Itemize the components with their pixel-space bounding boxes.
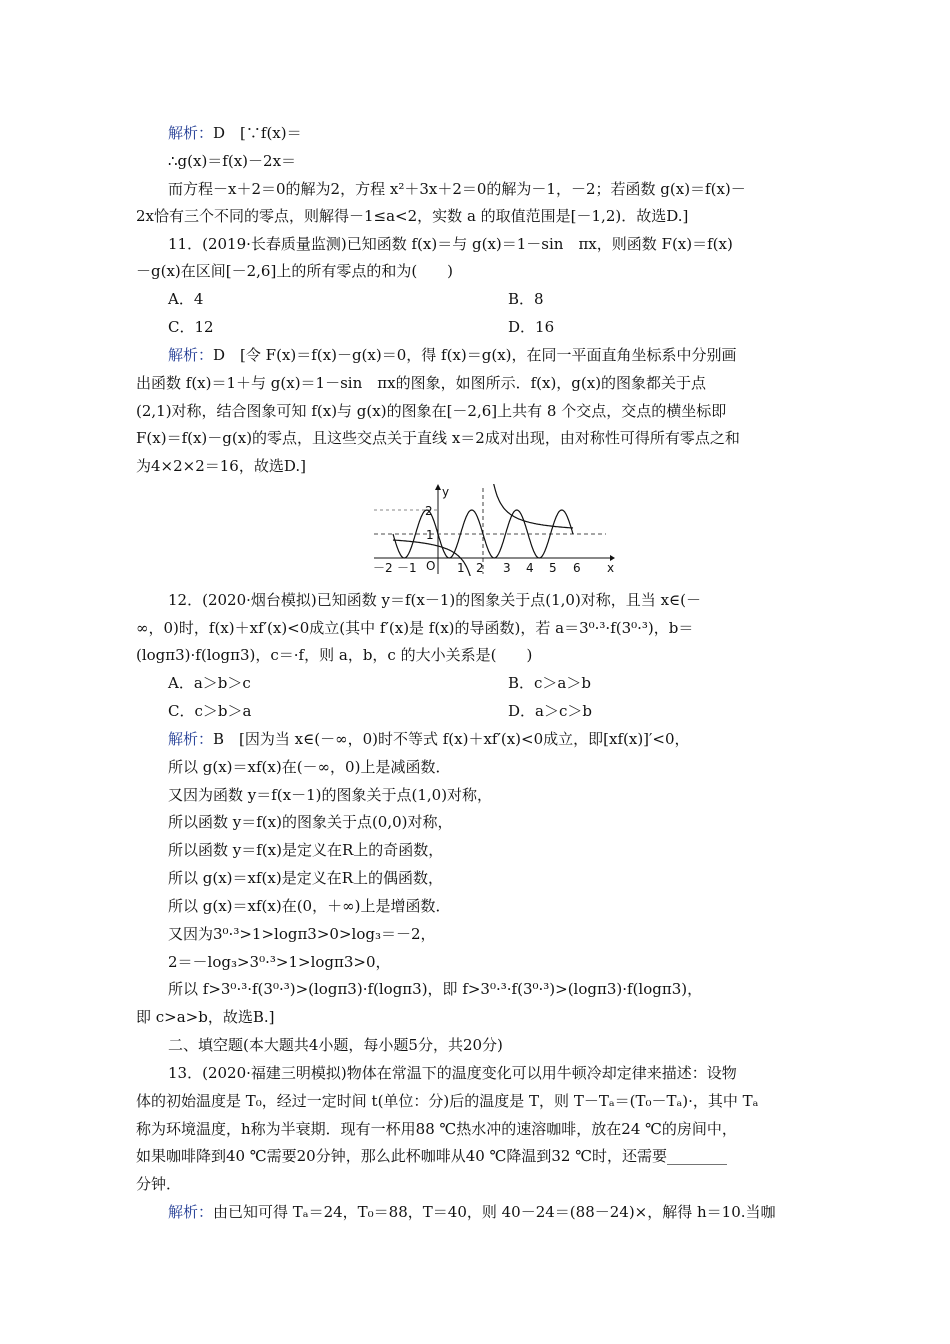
origin-label: O xyxy=(426,559,436,573)
q12-solution-line9: 2＝－log₃>3⁰·³>1>logπ3>0， xyxy=(168,953,391,971)
q12-option-d: D．a＞c＞b xyxy=(508,702,592,720)
function-graph-svg xyxy=(370,484,615,576)
section-heading-fill-in: 二、填空题(本大题共4小题，每小题5分，共20分) xyxy=(168,1036,503,1054)
x-tick-1: 1 xyxy=(457,561,465,575)
q10-solution-line3: 而方程－x＋2＝0的解为2，方程 x²＋3x＋2＝0的解为－1，－2；若函数 g(x)＝f(x)－ xyxy=(168,180,746,198)
q10-solution-line2: ∴g(x)＝f(x)－2x＝ xyxy=(168,152,297,170)
x-tick-5: 5 xyxy=(549,561,557,575)
solution-label: 解析： xyxy=(168,346,214,364)
q13-stem-line2: 体的初始温度是 T₀，经过一定时间 t(单位：分)后的温度是 T，则 T－Tₐ＝(T₀－Tₐ)·，其中 Tₐ xyxy=(136,1092,759,1110)
q13-stem-line5: 分钟． xyxy=(136,1175,182,1193)
q12-solution-line11: 即 c>a>b，故选B.] xyxy=(136,1008,275,1026)
x-tick--1: －1 xyxy=(397,561,417,575)
x-tick-3: 3 xyxy=(503,561,511,575)
q12-solution-line2: 所以 g(x)＝xf(x)在(－∞，0)上是减函数． xyxy=(168,758,451,776)
q13-stem-line1: 13．(2020·福建三明模拟)物体在常温下的温度变化可以用牛顿冷却定律来描述：设物 xyxy=(168,1064,737,1082)
q13-stem-line4: 如果咖啡降到40 ℃需要20分钟，那么此杯咖啡从40 ℃降温到32 ℃时，还需要________ xyxy=(136,1147,727,1165)
q11-solution-line3: (2,1)对称，结合图象可知 f(x)与 g(x)的图象在[－2,6]上共有 8 个交点，交点的横坐标即 xyxy=(136,402,727,420)
q12-solution-line3: 又因为函数 y＝f(x－1)的图象关于点(1,0)对称， xyxy=(168,786,493,804)
q12-option-c: C．c＞b＞a xyxy=(168,702,252,720)
y-tick-2: 2 xyxy=(425,504,433,518)
q12-solution-line10: 所以 f>3⁰·³·f(3⁰·³)>(logπ3)·f(logπ3)，即 f>3⁰·³·f(3⁰·³)>(logπ3)·f(logπ3)， xyxy=(168,980,703,998)
solution-label: 解析： xyxy=(168,124,214,142)
solution-label: 解析： xyxy=(168,730,214,748)
function-graph-figure xyxy=(370,484,615,576)
f-curve-right xyxy=(491,484,573,528)
q12-solution-line6: 所以 g(x)＝xf(x)是定义在R上的偶函数， xyxy=(168,869,444,887)
q11-solution-line2: 出函数 f(x)＝1＋与 g(x)＝1－sin πx的图象，如图所示．f(x)，g(x)的图象都关于点 xyxy=(136,374,707,392)
q12-stem-line2: ∞，0)时，f(x)＋xf′(x)<0成立(其中 f′(x)是 f(x)的导函数)，若 a＝3⁰·³·f(3⁰·³)，b＝ xyxy=(136,619,694,637)
q11-option-a: A．4 xyxy=(168,290,204,308)
x-tick-2: 2 xyxy=(476,561,484,575)
q12-solution-line5: 所以函数 y＝f(x)是定义在R上的奇函数， xyxy=(168,841,444,859)
q11-solution-line1: 解析：D [令 F(x)＝f(x)－g(x)＝0，得 f(x)＝g(x)，在同一平面直角坐标系中分别画 xyxy=(168,346,737,364)
y-axis-arrow xyxy=(435,484,441,490)
x-tick-6: 6 xyxy=(573,561,581,575)
q13-stem-line3: 称为环境温度，h称为半衰期．现有一杯用88 ℃热水冲的速溶咖啡，放在24 ℃的房间中， xyxy=(136,1120,737,1138)
q11-option-b: B．8 xyxy=(508,290,544,308)
q11-solution-line5: 为4×2×2＝16，故选D.] xyxy=(136,457,306,475)
x-tick-4: 4 xyxy=(526,561,534,575)
q11-stem-line2: －g(x)在区间[－2,6]上的所有零点的和为( ) xyxy=(136,262,454,280)
x-tick--2: －2 xyxy=(373,561,393,575)
q11-solution-line4: F(x)＝f(x)－g(x)的零点，且这些交点关于直线 x＝2成对出现，由对称性可得所有零点之和 xyxy=(136,429,740,447)
q11-stem-line1: 11．(2019·长春质量监测)已知函数 f(x)＝与 g(x)＝1－sin πx，则函数 F(x)＝f(x) xyxy=(168,235,733,253)
q12-solution-line8: 又因为3⁰·³>1>logπ3>0>log₃＝－2， xyxy=(168,925,436,943)
q11-option-d: D．16 xyxy=(508,318,555,336)
y-axis-label: y xyxy=(442,485,450,499)
q12-stem-line3: (logπ3)·f(logπ3)，c＝·f，则 a，b，c 的大小关系是( ) xyxy=(136,646,533,664)
q12-solution-line7: 所以 g(x)＝xf(x)在(0，＋∞)上是增函数． xyxy=(168,897,451,915)
q13-solution-line1: 解析：由已知可得 Tₐ＝24，T₀＝88，T＝40，则 40－24＝(88－24)×，解得 h＝10.当咖 xyxy=(168,1203,776,1221)
q10-solution-line1: 解析：D [∵f(x)＝ xyxy=(168,124,302,142)
q12-solution-line4: 所以函数 y＝f(x)的图象关于点(0,0)对称， xyxy=(168,813,453,831)
q10-solution-line4: 2x恰有三个不同的零点，则解得－1≤a<2，实数 a 的取值范围是[－1,2)．故选D.] xyxy=(136,207,689,225)
q12-option-b: B．c＞a＞b xyxy=(508,674,591,692)
y-tick-1: 1 xyxy=(426,528,434,542)
solution-label: 解析： xyxy=(168,1203,214,1221)
q12-solution-line1: 解析：B [因为当 x∈(－∞，0)时不等式 f(x)＋xf′(x)<0成立，即[xf(x)]′<0， xyxy=(168,730,690,748)
x-axis-label: x xyxy=(607,561,615,575)
q12-stem-line1: 12．(2020·烟台模拟)已知函数 y＝f(x－1)的图象关于点(1,0)对称，且当 x∈(－ xyxy=(168,591,701,609)
q12-option-a: A．a＞b＞c xyxy=(168,674,251,692)
q11-option-c: C．12 xyxy=(168,318,214,336)
